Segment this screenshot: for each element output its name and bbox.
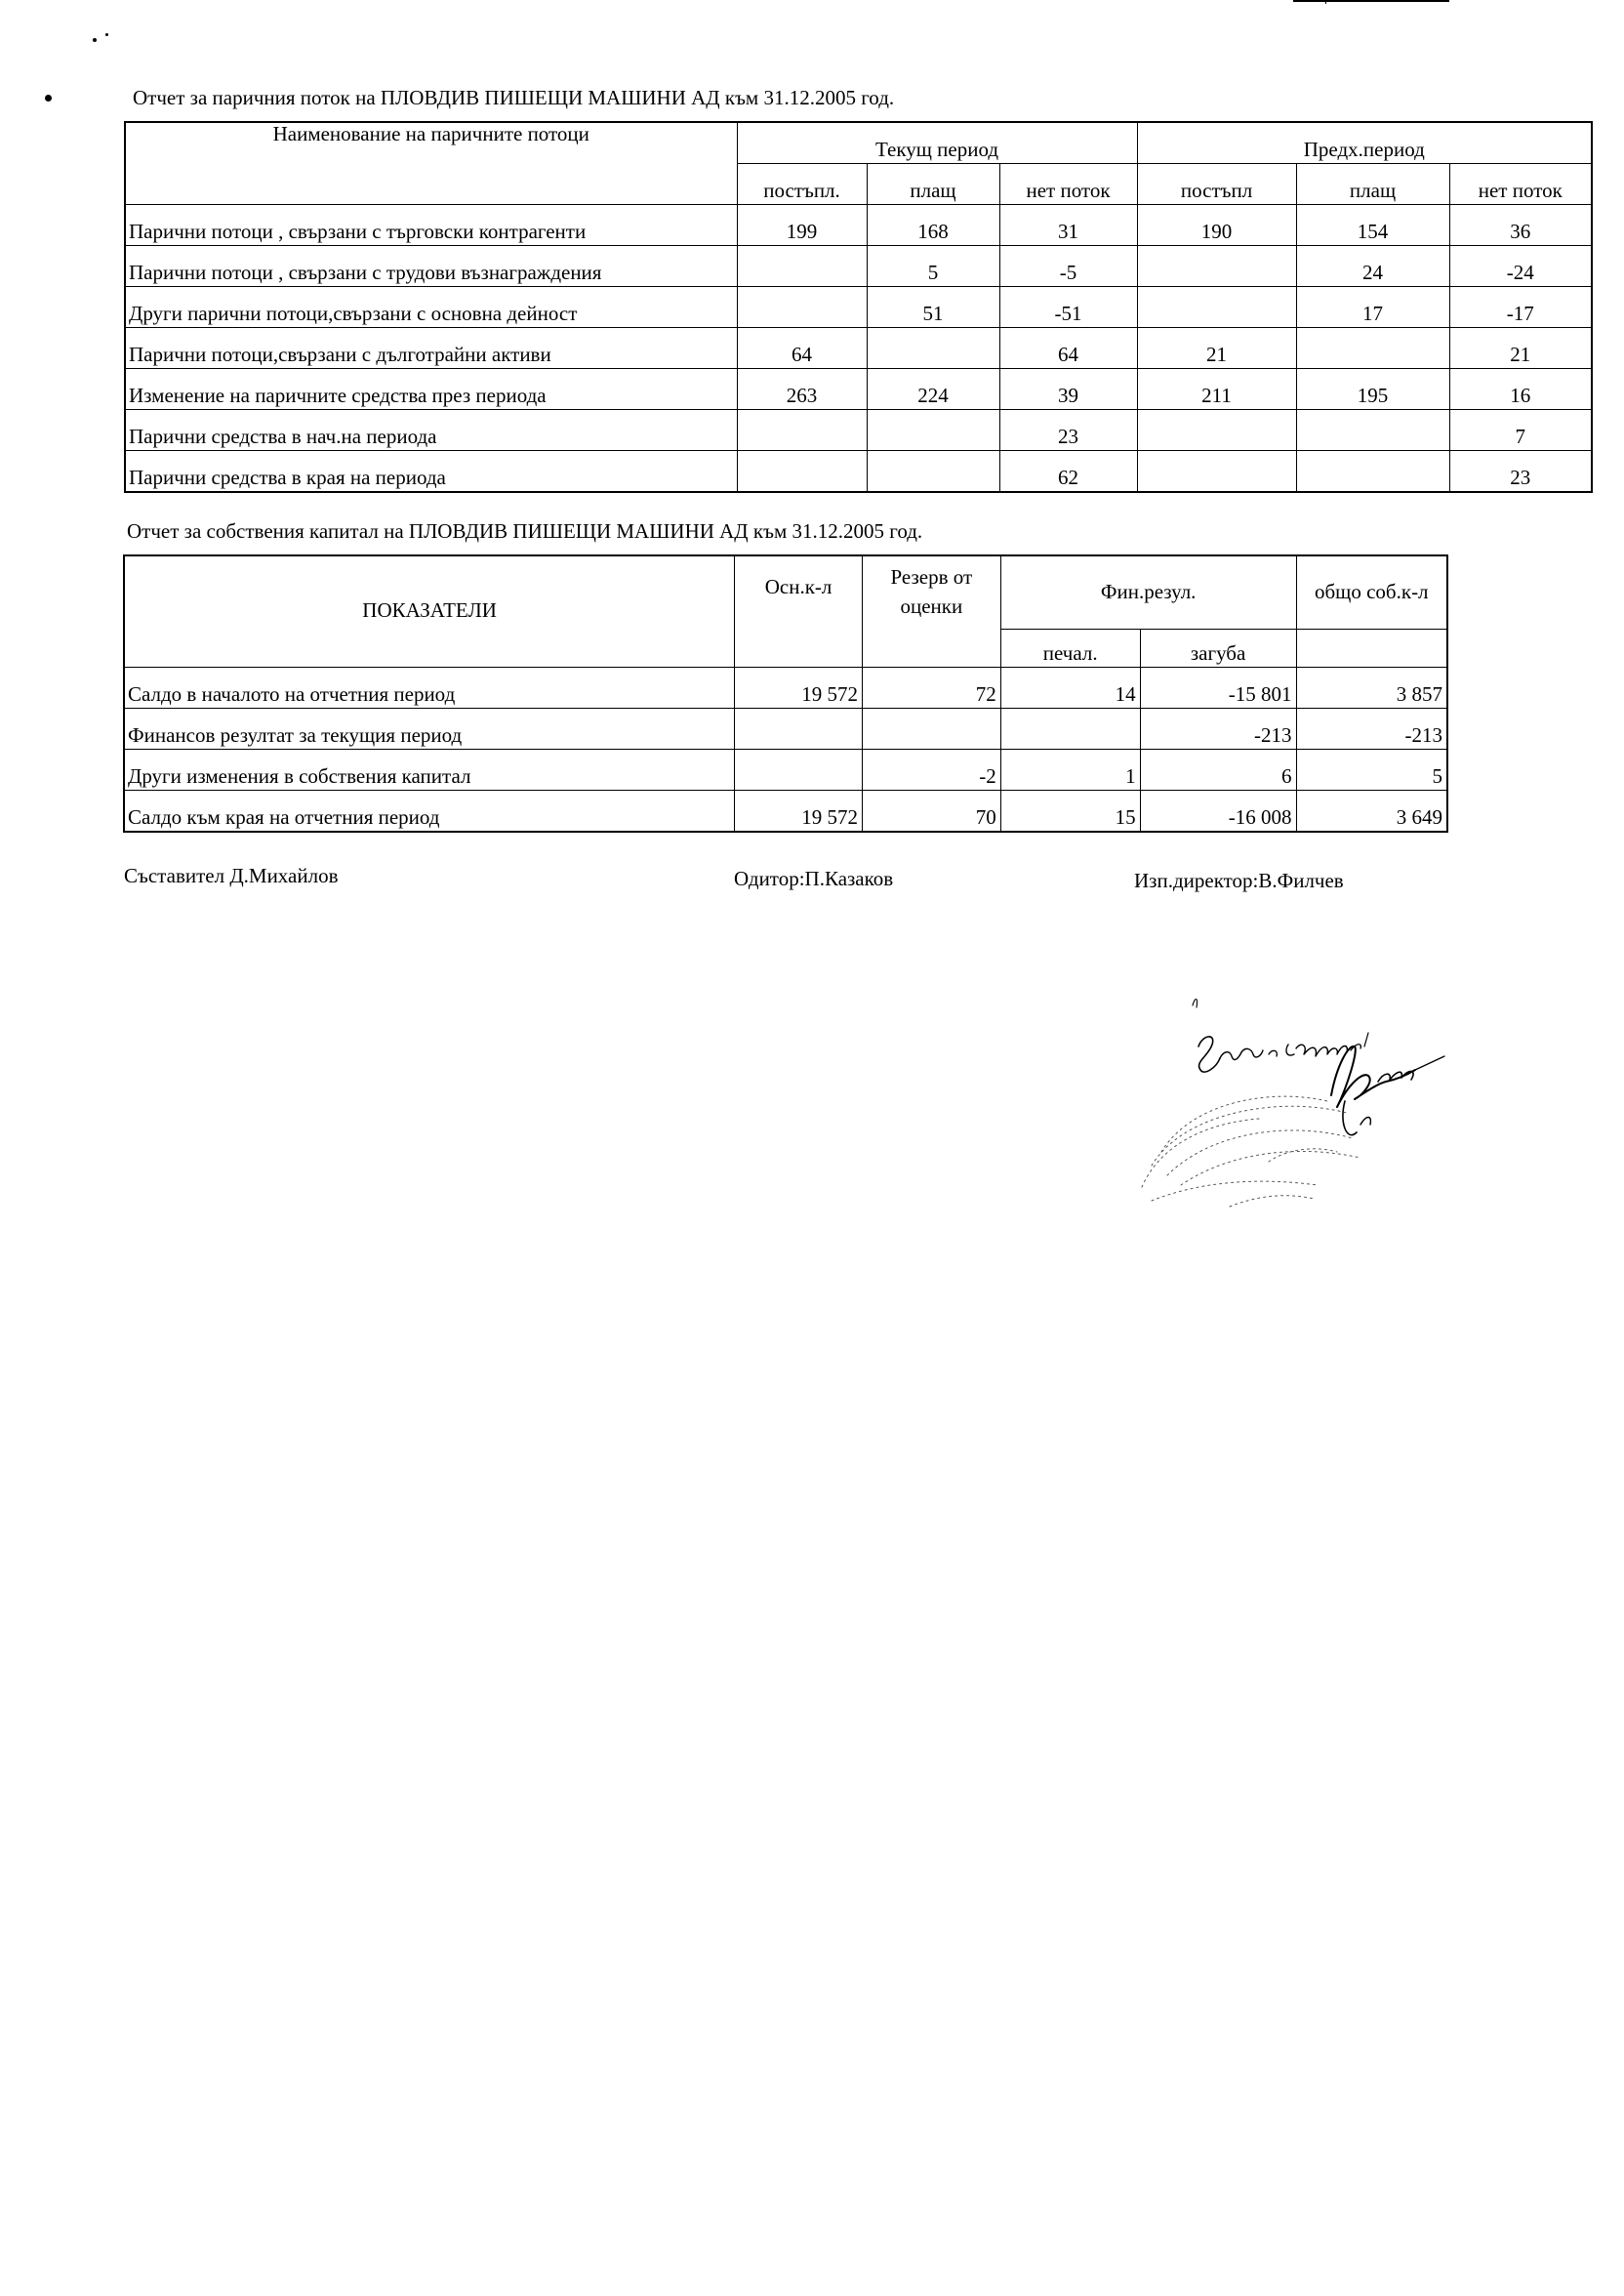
cell-current-payments: 224 [867,369,999,410]
cash-flow-table [124,121,1593,493]
cell-current-payments [867,451,999,493]
current-receipts-header: постъпл. [737,164,867,205]
loss-header: загуба [1140,630,1296,668]
cell-current-net: -51 [999,287,1137,328]
row-name: Салдо в началото на отчетния период [124,668,735,709]
cell-previous-net: 7 [1449,410,1592,451]
previous-receipts-header: постъпл [1137,164,1296,205]
row-name: Изменение на паричните средства през периода [125,369,737,410]
cell-previous-receipts [1137,246,1296,287]
auditor-signature-line: Одитор:П.Казаков [734,867,894,890]
cell-previous-receipts [1137,287,1296,328]
cell-current-receipts [737,287,867,328]
cell-previous-receipts: 211 [1137,369,1296,410]
total-subheader-empty [1296,630,1447,668]
cell-current-net: 23 [999,410,1137,451]
cell-profit [1000,709,1140,750]
table-row [124,668,1447,709]
cell-total: -213 [1296,709,1447,750]
cell-total: 3 649 [1296,791,1447,833]
cash-flow-header-row [125,122,1592,164]
cell-capital: 19 572 [735,668,863,709]
row-name: Парични средства в края на периода [125,451,737,493]
cell-reserve: 70 [862,791,1000,833]
cell-current-receipts [737,246,867,287]
total-header: общо соб.к-л [1296,555,1447,630]
cell-reserve: 72 [862,668,1000,709]
cell-previous-net: -24 [1449,246,1592,287]
cell-previous-receipts: 21 [1137,328,1296,369]
table-row [125,369,1592,410]
cell-current-receipts [737,451,867,493]
cell-previous-payments: 195 [1296,369,1449,410]
previous-net-header: нет поток [1449,164,1592,205]
cell-previous-payments [1296,410,1449,451]
fin-result-header: Фин.резул. [1000,555,1296,630]
cell-profit: 14 [1000,668,1140,709]
compiler-signature-line: Съставител Д.Михайлов [124,864,339,887]
table-row [124,709,1447,750]
cell-profit: 15 [1000,791,1140,833]
reserve-header-line2: оценки [900,594,963,619]
row-name: Парични потоци , свързани с търговски контрагенти [125,205,737,246]
previous-payments-header: плащ [1296,164,1449,205]
cell-current-receipts [737,410,867,451]
cash-flow-title: Отчет за паричния поток на ПЛОВДИВ ПИШЕЩИ МАШИНИ АД към 31.12.2005 год. [133,86,895,109]
cell-previous-net: 21 [1449,328,1592,369]
table-row [125,287,1592,328]
cell-reserve: -2 [862,750,1000,791]
cell-total: 5 [1296,750,1447,791]
cell-loss: -16 008 [1140,791,1296,833]
reserve-header [862,555,1000,668]
table-row [125,451,1592,493]
profit-header: печал. [1000,630,1140,668]
scan-speck [93,38,97,42]
row-name: Други изменения в собствения капитал [124,750,735,791]
row-name: Други парични потоци,свързани с основна дейност [125,287,737,328]
cell-reserve [862,709,1000,750]
scan-edge-line [1293,0,1449,2]
previous-period-header: Предх.период [1137,122,1592,164]
cell-previous-net: 16 [1449,369,1592,410]
cell-current-net: 62 [999,451,1137,493]
director-signature-line: Изп.директор:В.Филчев [1134,869,1344,892]
table-row [124,791,1447,833]
cell-capital [735,750,863,791]
cell-current-payments: 51 [867,287,999,328]
row-name: Парични потоци,свързани с дълготрайни активи [125,328,737,369]
capital-header: Осн.к-л [735,555,863,668]
row-name: Финансов резултат за текущия период [124,709,735,750]
equity-header-row [124,555,1447,630]
cell-current-payments [867,410,999,451]
name-column-header: Наименование на паричните потоци [125,122,737,205]
scan-speck [105,33,108,36]
indicators-header: ПОКАЗАТЕЛИ [124,555,735,668]
cell-previous-net: 23 [1449,451,1592,493]
cell-previous-payments: 154 [1296,205,1449,246]
scan-speck [45,95,52,102]
cell-capital: 19 572 [735,791,863,833]
cell-current-net: -5 [999,246,1137,287]
scan-edge-tick [1325,0,1326,4]
cell-previous-receipts [1137,410,1296,451]
row-name: Парични средства в нач.на периода [125,410,737,451]
cell-current-net: 39 [999,369,1137,410]
table-row [125,246,1592,287]
cell-current-payments [867,328,999,369]
cell-total: 3 857 [1296,668,1447,709]
cell-current-receipts: 64 [737,328,867,369]
cell-current-receipts: 263 [737,369,867,410]
cell-current-net: 64 [999,328,1137,369]
cell-previous-receipts [1137,451,1296,493]
cell-previous-receipts: 190 [1137,205,1296,246]
cell-loss: -213 [1140,709,1296,750]
cell-loss: -15 801 [1140,668,1296,709]
cell-previous-payments [1296,451,1449,493]
current-period-header: Текущ период [737,122,1137,164]
current-payments-header: плащ [867,164,999,205]
row-name: Парични потоци , свързани с трудови възнаграждения [125,246,737,287]
cell-current-net: 31 [999,205,1137,246]
cell-previous-payments: 24 [1296,246,1449,287]
cell-previous-net: 36 [1449,205,1592,246]
current-net-header: нет поток [999,164,1137,205]
table-row [125,328,1592,369]
table-row [124,750,1447,791]
table-row [125,410,1592,451]
equity-title: Отчет за собствения капитал на ПЛОВДИВ ПИШЕЩИ МАШИНИ АД към 31.12.2005 год. [127,519,923,543]
cell-loss: 6 [1140,750,1296,791]
equity-table [123,554,1448,833]
cell-previous-net: -17 [1449,287,1592,328]
cell-current-payments: 5 [867,246,999,287]
cell-current-receipts: 199 [737,205,867,246]
cell-previous-payments [1296,328,1449,369]
cell-profit: 1 [1000,750,1140,791]
handwritten-signature-stamp [1122,986,1493,1240]
row-name: Салдо към края на отчетния период [124,791,735,833]
cell-capital [735,709,863,750]
table-row [125,205,1592,246]
cell-previous-payments: 17 [1296,287,1449,328]
reserve-header-line1: Резерв от [890,565,973,589]
cell-current-payments: 168 [867,205,999,246]
